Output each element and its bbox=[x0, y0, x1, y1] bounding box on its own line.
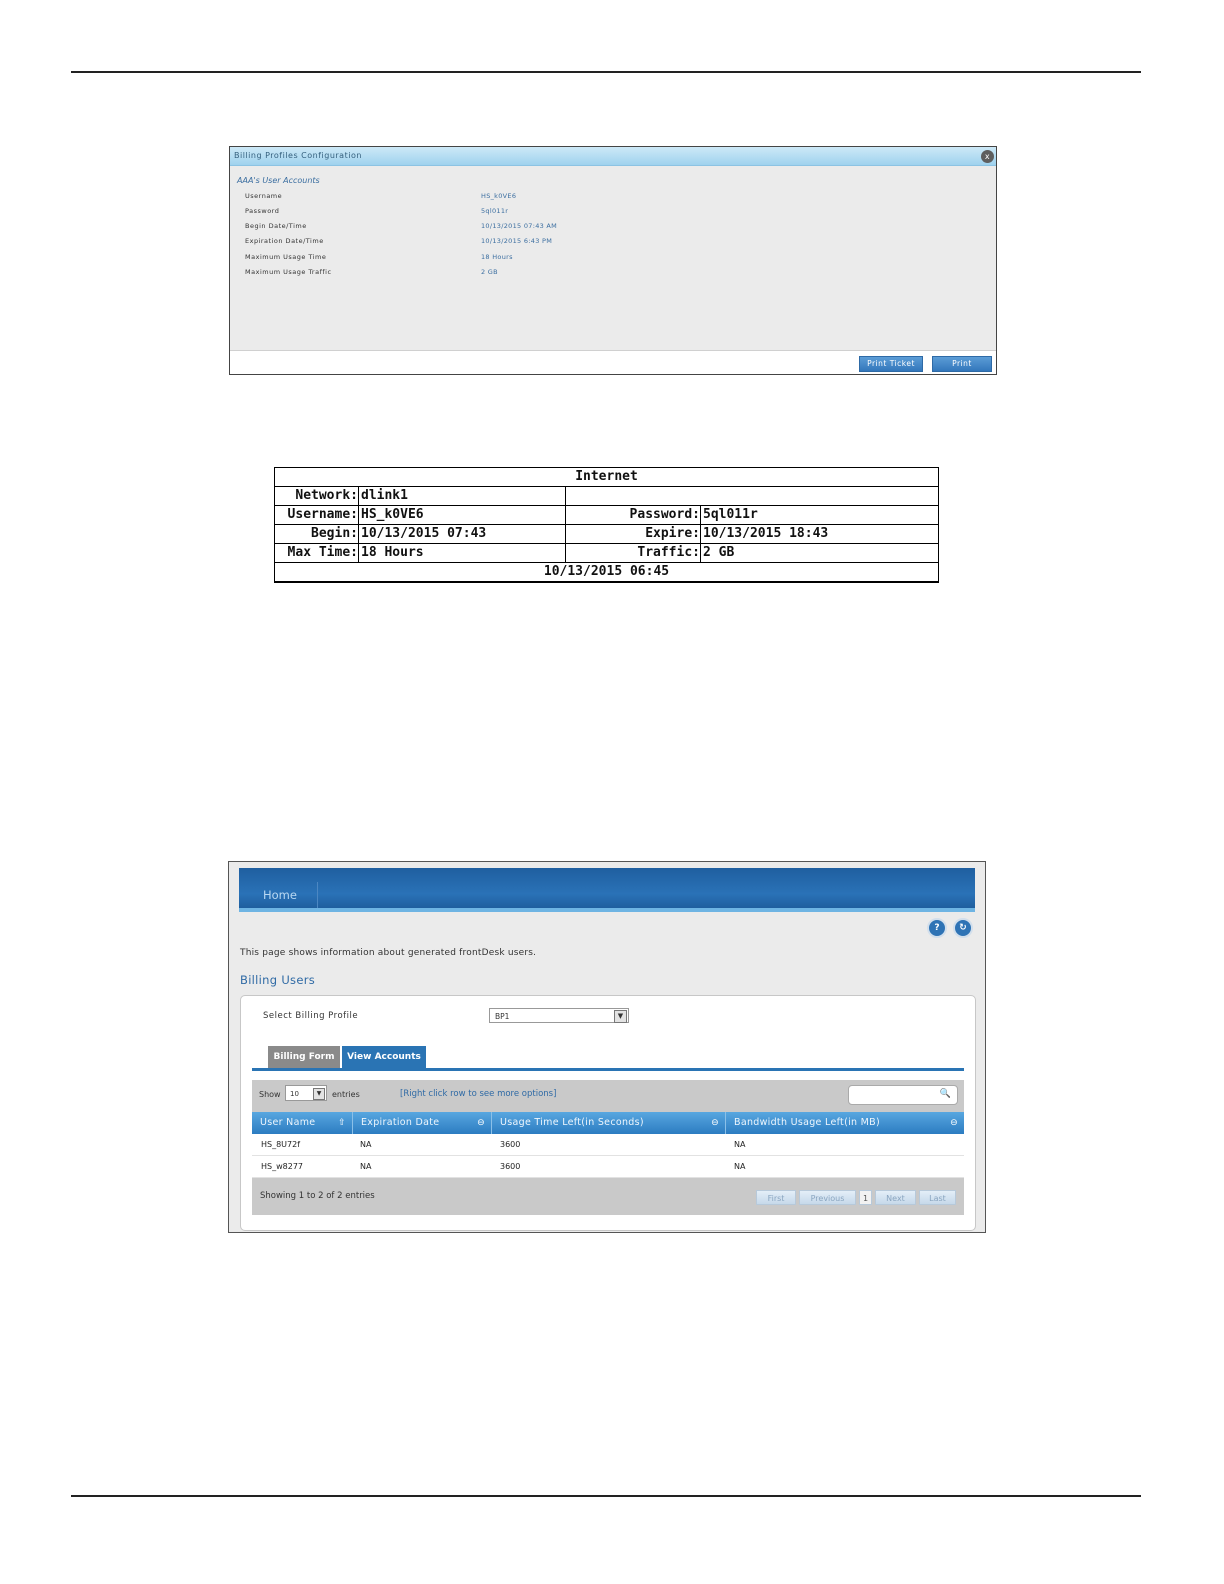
pagination-previous-button[interactable] bbox=[799, 1190, 856, 1205]
billing-profiles-dialog bbox=[229, 146, 997, 375]
ticket-password-label: Password: bbox=[565, 505, 701, 525]
cell-user-name: HS_8U72f bbox=[261, 1140, 301, 1149]
select-billing-profile-label: Select Billing Profile bbox=[263, 1011, 359, 1021]
dialog-title: Billing Profiles Configuration bbox=[234, 151, 362, 160]
password-label: Password bbox=[245, 207, 280, 215]
pagination-next-button[interactable] bbox=[875, 1190, 916, 1205]
begin-value: 10/13/2015 07:43 AM bbox=[481, 222, 558, 230]
column-usage-time-left-label: Usage Time Left(in Seconds) bbox=[500, 1117, 644, 1128]
username-value: HS_k0VE6 bbox=[481, 192, 517, 200]
ticket-expire-value: 10/13/2015 18:43 bbox=[700, 524, 939, 544]
ticket-username-label: Username: bbox=[274, 505, 359, 525]
column-usage-time-left[interactable] bbox=[492, 1112, 726, 1134]
show-label: Show bbox=[259, 1090, 281, 1099]
cell-bandwidth-usage-left: NA bbox=[734, 1162, 746, 1171]
expiration-value: 10/13/2015 6:43 PM bbox=[481, 237, 553, 245]
top-rule bbox=[71, 71, 1141, 73]
max-usage-time-label: Maximum Usage Time bbox=[245, 253, 327, 261]
sort-icon: ⊖ bbox=[950, 1118, 958, 1128]
billing-profile-select[interactable] bbox=[489, 1008, 629, 1023]
max-usage-time-value: 18 Hours bbox=[481, 253, 513, 261]
ticket-begin-value: 10/13/2015 07:43 bbox=[358, 524, 566, 544]
max-usage-traffic-value: 2 GB bbox=[481, 268, 498, 276]
password-value: 5ql011r bbox=[481, 207, 509, 215]
cell-user-name: HS_w8277 bbox=[261, 1162, 303, 1171]
billing-users-panel bbox=[240, 995, 976, 1231]
ticket-traffic-value: 2 GB bbox=[700, 543, 939, 563]
printed-ticket bbox=[274, 467, 939, 583]
sort-icon: ⊖ bbox=[711, 1118, 719, 1128]
pagination-first-button[interactable] bbox=[756, 1190, 796, 1205]
page-description: This page shows information about generated frontDesk users. bbox=[240, 948, 537, 958]
nav-home[interactable]: Home bbox=[263, 888, 297, 902]
search-icon: 🔍 bbox=[939, 1089, 951, 1099]
pagination-first-label: First bbox=[767, 1194, 785, 1203]
entries-label: entries bbox=[332, 1090, 360, 1099]
table-header bbox=[252, 1112, 964, 1134]
section-title: AAA's User Accounts bbox=[237, 176, 320, 185]
pagination-page-1[interactable]: 1 bbox=[859, 1190, 872, 1205]
entries-length-select[interactable] bbox=[285, 1085, 327, 1101]
close-icon[interactable]: x bbox=[981, 150, 994, 163]
accounts-table-wrapper bbox=[252, 1080, 964, 1215]
column-expiration-date[interactable] bbox=[353, 1112, 492, 1134]
refresh-icon[interactable]: ↻ bbox=[953, 918, 973, 938]
table-info: Showing 1 to 2 of 2 entries bbox=[260, 1191, 375, 1201]
pagination-next-label: Next bbox=[886, 1194, 905, 1203]
column-user-name-label: User Name bbox=[260, 1117, 316, 1128]
ticket-maxtime-value: 18 Hours bbox=[358, 543, 566, 563]
ticket-network-label: Network: bbox=[274, 486, 359, 506]
table-row[interactable] bbox=[252, 1156, 964, 1178]
cell-expiration-date: NA bbox=[360, 1140, 372, 1149]
ticket-maxtime-label: Max Time: bbox=[274, 543, 359, 563]
chevron-down-icon[interactable]: ▼ bbox=[614, 1010, 627, 1023]
tab-underline bbox=[252, 1068, 964, 1071]
sort-asc-icon: ⇧ bbox=[338, 1118, 346, 1128]
dialog-footer bbox=[230, 350, 996, 374]
ticket-footer-timestamp: 10/13/2015 06:45 bbox=[274, 562, 939, 582]
print-button[interactable]: Print bbox=[932, 356, 992, 372]
column-bandwidth-usage-left[interactable] bbox=[726, 1112, 964, 1134]
table-row[interactable] bbox=[252, 1134, 964, 1156]
nav-separator bbox=[317, 882, 318, 908]
ticket-empty-cell bbox=[565, 486, 939, 506]
expiration-label: Expiration Date/Time bbox=[245, 237, 324, 245]
tab-billing-form[interactable]: Billing Form bbox=[268, 1046, 340, 1068]
search-input[interactable] bbox=[848, 1085, 958, 1105]
print-ticket-button[interactable]: Print Ticket bbox=[859, 356, 923, 372]
cell-expiration-date: NA bbox=[360, 1162, 372, 1171]
ticket-header: Internet bbox=[274, 467, 939, 487]
ticket-password-value: 5ql011r bbox=[700, 505, 939, 525]
pagination-last-label: Last bbox=[929, 1194, 946, 1203]
pagination-last-button[interactable] bbox=[919, 1190, 956, 1205]
cell-bandwidth-usage-left: NA bbox=[734, 1140, 746, 1149]
ticket-expire-label: Expire: bbox=[565, 524, 701, 544]
billing-profile-value: BP1 bbox=[495, 1012, 510, 1021]
help-icon[interactable]: ? bbox=[927, 918, 947, 938]
cell-usage-time-left: 3600 bbox=[500, 1162, 521, 1171]
column-bandwidth-usage-left-label: Bandwidth Usage Left(in MB) bbox=[734, 1117, 880, 1128]
page-title: Billing Users bbox=[240, 973, 316, 987]
chevron-down-icon[interactable]: ▼ bbox=[313, 1088, 325, 1100]
cell-usage-time-left: 3600 bbox=[500, 1140, 521, 1149]
nav-underline bbox=[239, 908, 975, 912]
begin-label: Begin Date/Time bbox=[245, 222, 307, 230]
ticket-traffic-label: Traffic: bbox=[565, 543, 701, 563]
tab-view-accounts[interactable]: View Accounts bbox=[342, 1046, 426, 1068]
column-user-name[interactable] bbox=[252, 1112, 353, 1134]
username-label: Username bbox=[245, 192, 283, 200]
ticket-network-value: dlink1 bbox=[358, 486, 566, 506]
column-expiration-date-label: Expiration Date bbox=[361, 1117, 440, 1128]
top-nav bbox=[239, 868, 975, 911]
dialog-title-bar bbox=[230, 147, 996, 166]
billing-users-screenshot bbox=[228, 861, 986, 1233]
ticket-begin-label: Begin: bbox=[274, 524, 359, 544]
entries-length-value: 10 bbox=[290, 1090, 299, 1098]
max-usage-traffic-label: Maximum Usage Traffic bbox=[245, 268, 332, 276]
pagination-previous-label: Previous bbox=[810, 1194, 845, 1203]
right-click-hint: [Right click row to see more options] bbox=[400, 1089, 557, 1099]
sort-icon: ⊖ bbox=[477, 1118, 485, 1128]
ticket-username-value: HS_k0VE6 bbox=[358, 505, 566, 525]
bottom-rule bbox=[71, 1495, 1141, 1497]
